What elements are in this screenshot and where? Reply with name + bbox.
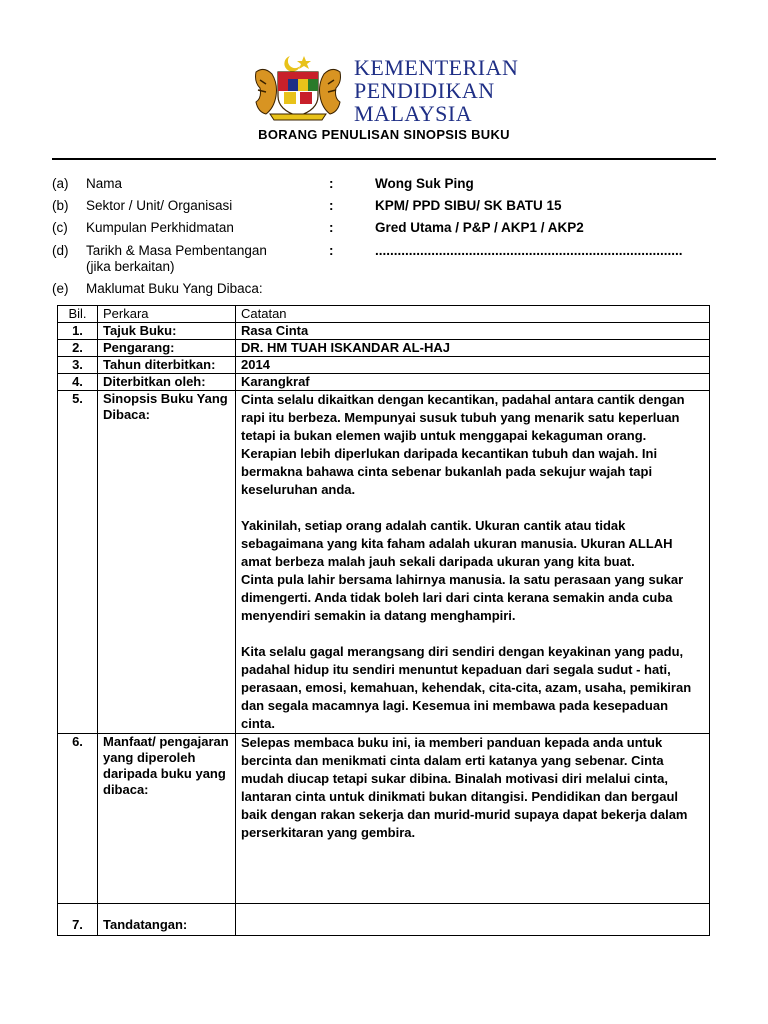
row-bil: 7. (58, 904, 98, 936)
row-bil: 6. (58, 734, 98, 904)
field-label: (c) (52, 220, 68, 235)
field-name: Kumpulan Perkhidmatan (86, 220, 234, 235)
field-name: Maklumat Buku Yang Dibaca: (86, 281, 263, 296)
row-perkara: Sinopsis Buku Yang Dibaca: (98, 391, 236, 734)
field-label: (b) (52, 198, 69, 213)
field-name: Sektor / Unit/ Organisasi (86, 198, 233, 213)
field-value: KPM/ PPD SIBU/ SK BATU 15 (375, 198, 562, 213)
synopsis-paragraph: Yakinilah, setiap orang adalah cantik. Ukuran cantik atau tidak sebagaimana yang kita faham adalah ukuran manusia. Ukuran ALLAH amat berbeza malah jauh sekali daripada ukuran yang kita buat. (241, 518, 673, 569)
row-bil: 3. (58, 357, 98, 374)
field-colon: : (329, 176, 334, 191)
table-row (58, 323, 710, 340)
field-colon: : (329, 220, 334, 235)
table-row (58, 340, 710, 357)
row-bil: 5. (58, 391, 98, 734)
row-catatan: DR. HM TUAH ISKANDAR AL-HAJ (236, 340, 710, 357)
ministry-line-1: KEMENTERIAN (354, 55, 519, 80)
table-row (58, 357, 710, 374)
field-colon: : (329, 198, 334, 213)
synopsis-paragraph: Kita selalu gagal merangsang diri sendiri dengan keyakinan yang padu, padahal hidup itu sendiri menuntut kepaduan dari segala sudut - hati, perasaan, emosi, kemahuan, kehendak, cita-cita, azam, usaha, pemikiran dan segala macamnya lagi. Kesemua ini membawa pada kesepaduan cinta. (241, 644, 692, 731)
letterhead (250, 52, 550, 124)
field-label: (d) (52, 243, 69, 258)
header-divider (52, 158, 716, 160)
row-catatan: 2014 (236, 357, 710, 374)
book-info-table (57, 305, 710, 936)
row-catatan: Karangkraf (236, 374, 710, 391)
benefit-text: Selepas membaca buku ini, ia memberi panduan kepada anda untuk bercinta dan menikmati cinta dalam erti katanya yang sebenar. Cinta mudah diucap tetapi sukar dibina. Binalah motivasi diri melalui cinta, lantaran cinta untuk dinikmati bukan ditangisi. Pendidikan dan bergaul baik dengan rakan sekerja dan murid-murid supaya dapat bekerja dalam perserkitaran yang gembira. (236, 734, 710, 904)
field-label: (e) (52, 281, 69, 296)
row-perkara: Diterbitkan oleh: (98, 374, 236, 391)
field-value: Gred Utama / P&P / AKP1 / AKP2 (375, 220, 584, 235)
signature-row (58, 904, 710, 936)
row-perkara: Tandatangan: (98, 904, 236, 936)
field-value: Wong Suk Ping (375, 176, 474, 191)
ministry-line-3: MALAYSIA (354, 101, 473, 126)
table-header-row (58, 306, 710, 323)
header-bil: Bil. (58, 306, 98, 323)
ministry-line-2: PENDIDIKAN (354, 78, 495, 103)
signature-field (236, 904, 710, 936)
row-bil: 2. (58, 340, 98, 357)
row-catatan: Rasa Cinta (236, 323, 710, 340)
coat-of-arms-icon (250, 52, 346, 124)
synopsis-paragraph: Cinta pula lahir bersama lahirnya manusia. Ia satu perasaan yang sukar dimengerti. Anda tidak boleh lari dari cinta kerana semakin anda cuba menyendiri semakin ia datang menghampiri. (241, 572, 684, 623)
row-perkara: Manfaat/ pengajaran yang diperoleh daripada buku yang dibaca: (98, 734, 236, 904)
field-name: Nama (86, 176, 123, 191)
synopsis-row (58, 391, 710, 734)
field-label: (a) (52, 176, 69, 191)
synopsis-text (236, 391, 710, 734)
synopsis-paragraph: Cinta selalu dikaitkan dengan kecantikan, padahal antara cantik dengan rapi itu berbeza. Mempunyai susuk tubuh yang menarik satu keperluan tetapi ia bukan elemen wajib untuk menggapai kekaguman orang. Kerapian lebih diperlukan daripada kecantikan tubuh dan wajah. Ini bermakna bahawa cinta sebenar bukanlah pada sekujur wajah tapi keseluruhan anda. (241, 392, 685, 497)
field-value-blank: .................................................................................. (375, 243, 683, 258)
row-bil: 4. (58, 374, 98, 391)
field-colon: : (329, 243, 334, 258)
field-name-line-2: (jika berkaitan) (86, 259, 175, 274)
benefit-row (58, 734, 710, 904)
form-title: BORANG PENULISAN SINOPSIS BUKU (258, 127, 510, 142)
row-bil: 1. (58, 323, 98, 340)
field-name (86, 243, 326, 275)
row-perkara: Tahun diterbitkan: (98, 357, 236, 374)
header-perkara: Perkara (98, 306, 236, 323)
header-catatan: Catatan (236, 306, 710, 323)
row-perkara: Tajuk Buku: (98, 323, 236, 340)
row-perkara: Pengarang: (98, 340, 236, 357)
ministry-name (354, 56, 518, 125)
field-name-line-1: Tarikh & Masa Pembentangan (86, 243, 267, 258)
table-row (58, 374, 710, 391)
